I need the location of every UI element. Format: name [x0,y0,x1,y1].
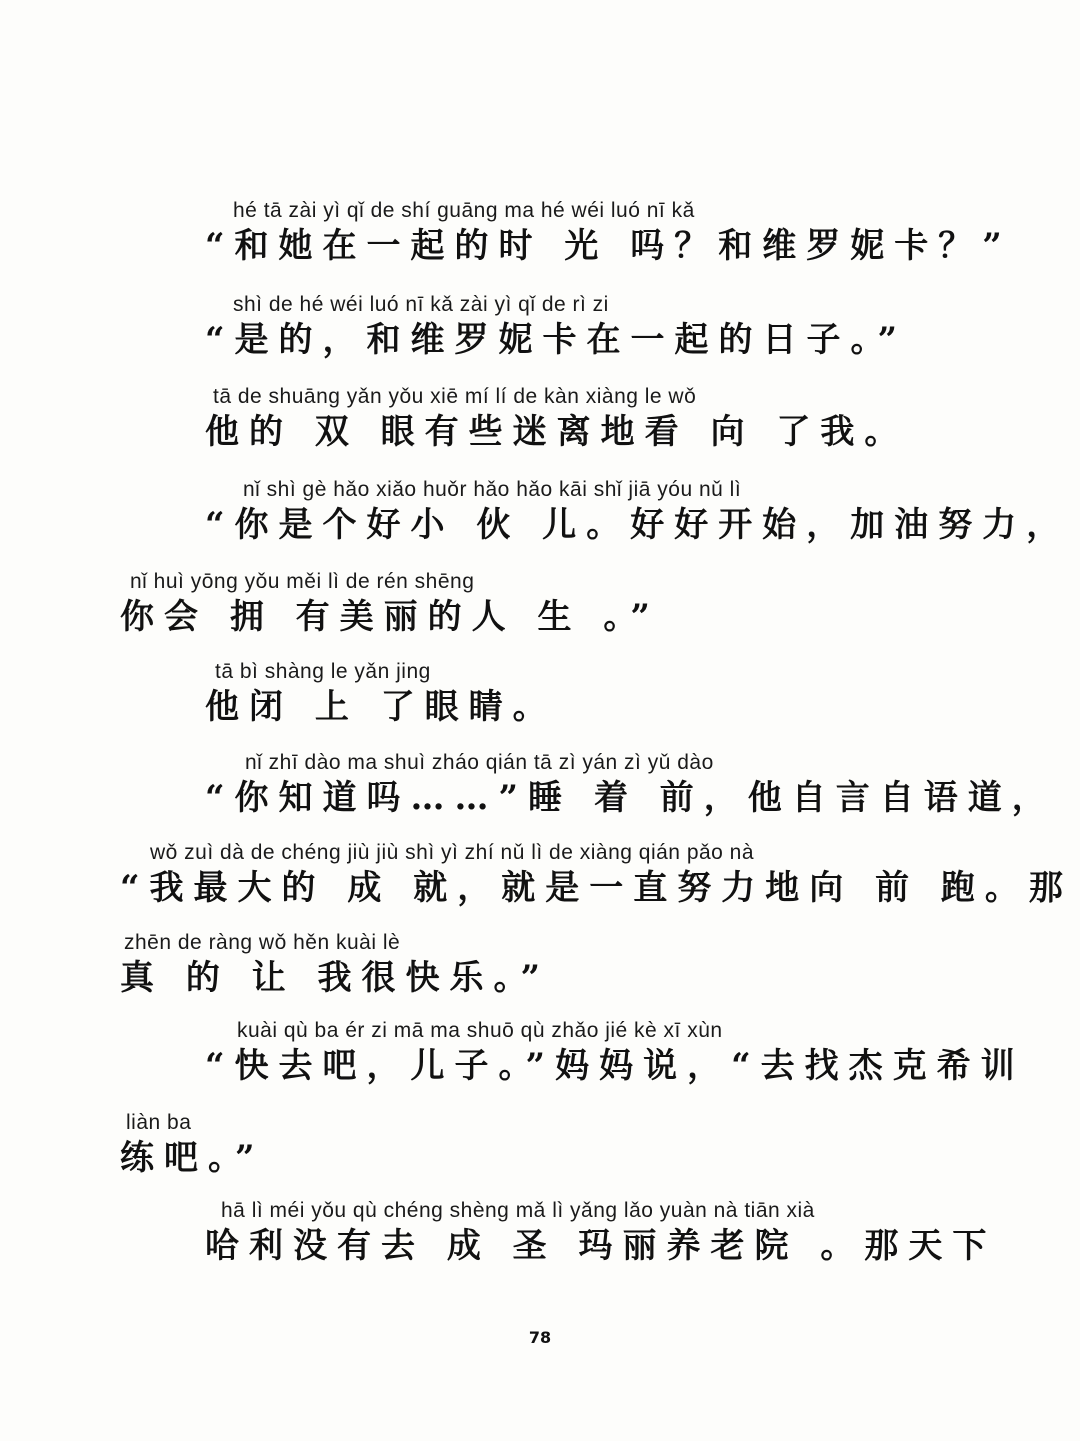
text-line-6 [205,659,557,729]
hanzi-line: 真 的 让 我很快乐。” [120,958,551,998]
pinyin-line: wǒ zuì dà de chéng jiù jiù shì yì zhí nǔ lì de xiàng qián pǎo nà [150,841,755,864]
hanzi-line: 哈利没有去 成 圣 玛丽养老院 。那天下 [205,1226,997,1266]
text-line-9 [120,930,550,1000]
pinyin-line: hā lì méi yǒu qù chéng shèng mǎ lì yǎng lǎo yuàn nà tiān xià [221,1199,815,1222]
text-line-5 [120,569,660,639]
hanzi-line: 他的 双 眼有些迷离地看 向 了我。 [205,412,909,452]
pinyin-line: nǐ shì gè hǎo xiǎo huǒr hǎo hǎo kāi shǐ jiā yóu nǔ lì [243,478,742,501]
pinyin-line: liàn ba [126,1111,192,1134]
text-line-4 [205,477,1070,547]
hanzi-line: “快去吧，儿子。”妈妈说，“去找杰克希训 [205,1046,1025,1086]
pinyin-line: hé tā zài yì qǐ de shí guāng ma hé wéi luó nī kǎ [233,199,695,222]
pinyin-line: tā bì shàng le yǎn jing [215,660,431,683]
pinyin-line: nǐ zhī dào ma shuì zháo qián tā zì yán zì yǔ dào [245,751,714,774]
text-line-11 [120,1110,265,1180]
text-line-2 [205,292,907,362]
pinyin-line: zhēn de ràng wǒ hěn kuài lè [124,931,401,954]
hanzi-line: “我最大的 成 就，就是一直努力地向 前 跑。那 [120,868,1073,908]
pinyin-line: nǐ huì yōng yǒu měi lì de rén shēng [130,570,475,593]
hanzi-line: “你是个好小 伙 儿。好好开始，加油努力， [205,505,1071,545]
pinyin-line: shì de hé wéi luó nī kǎ zài yì qǐ de rì zi [233,293,609,316]
text-line-1 [205,198,1012,268]
text-line-10 [205,1018,1025,1088]
hanzi-line: “是的，和维罗妮卡在一起的日子。” [205,320,908,360]
text-line-12 [205,1198,996,1268]
hanzi-line: 你会 拥 有美丽的人 生 。” [120,597,660,637]
hanzi-line: 练吧。” [120,1138,265,1178]
text-line-7 [205,750,1056,820]
hanzi-line: “你知道吗……”睡 着 前，他自言自语道， [205,778,1056,818]
text-line-8 [120,840,1073,910]
hanzi-line: “和她在一起的时 光 吗？和维罗妮卡？” [205,226,1012,266]
text-line-3 [205,384,908,454]
hanzi-line: 他闭 上 了眼睛。 [205,687,557,727]
pinyin-line: kuài qù ba ér zi mā ma shuō qù zhǎo jié kè xī xùn [237,1019,723,1042]
page-number: 78 [528,1328,552,1347]
pinyin-line: tā de shuāng yǎn yǒu xiē mí lí de kàn xiàng le wǒ [213,385,697,408]
